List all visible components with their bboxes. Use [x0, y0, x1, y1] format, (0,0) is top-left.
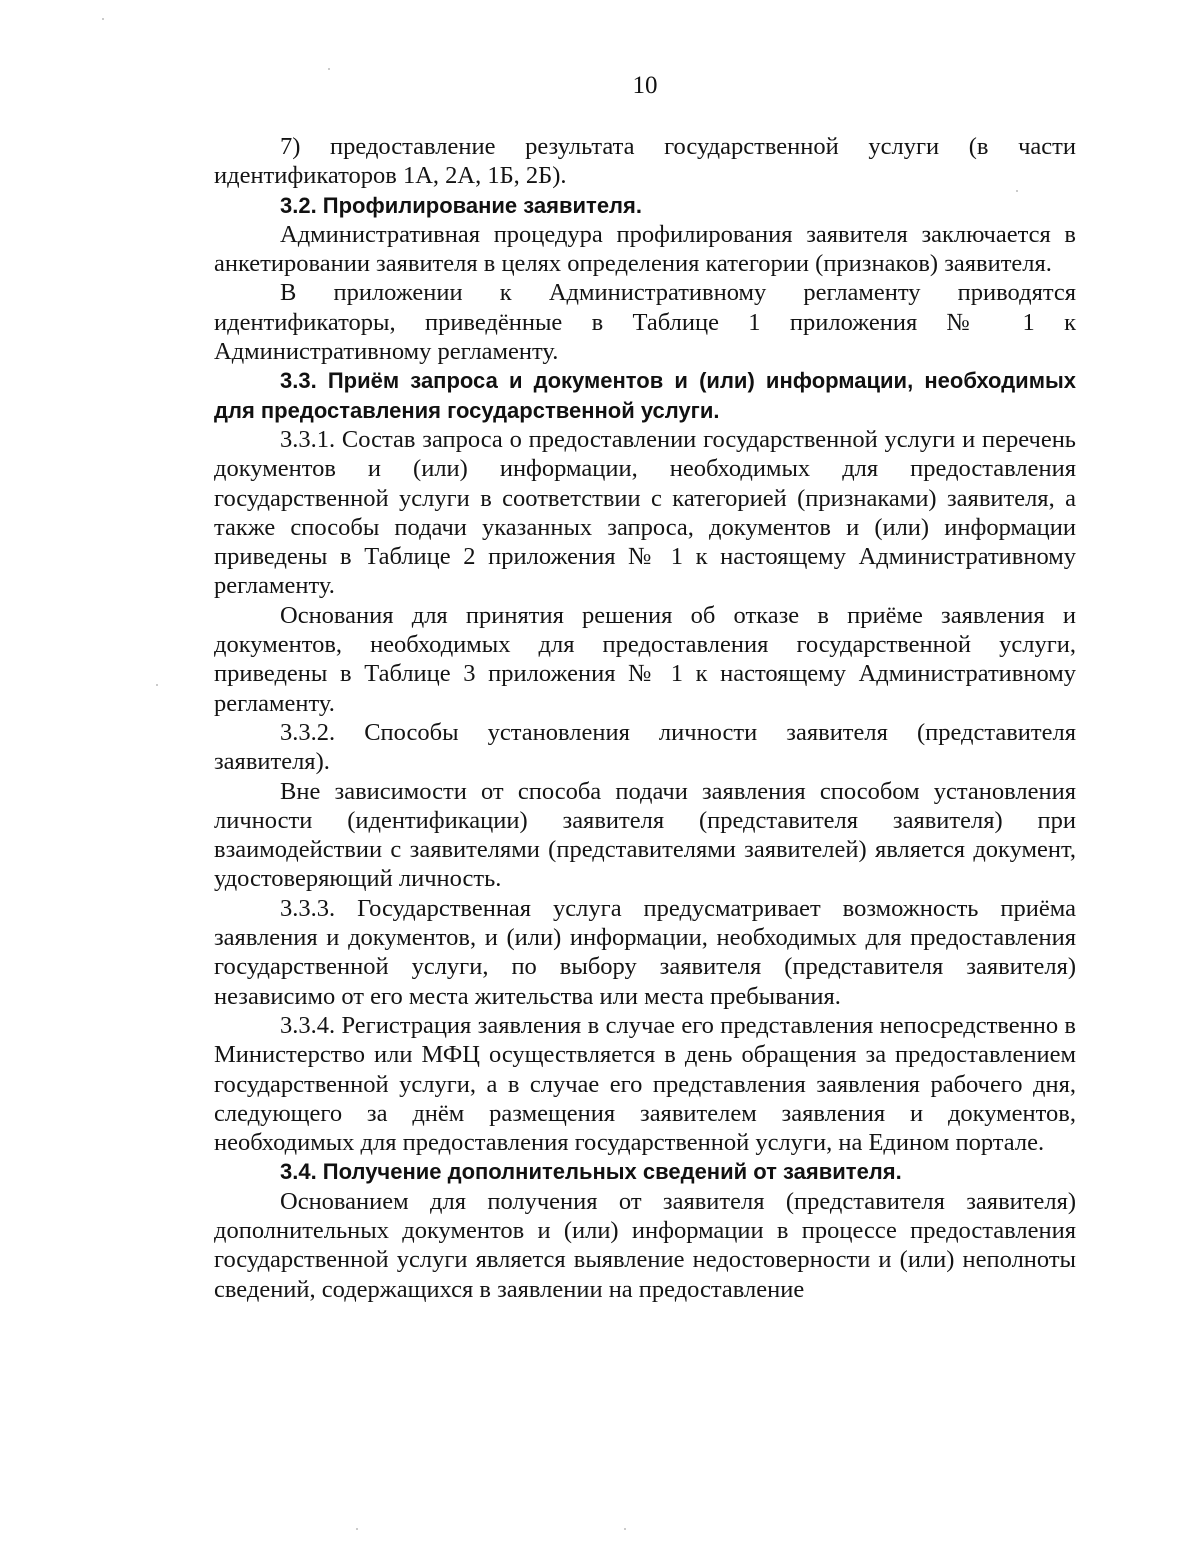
section-heading: 3.2. Профилирование заявителя.: [280, 192, 642, 218]
page-number: 10: [632, 72, 658, 99]
paragraph: 3.3.4. Регистрация заявления в случае его представления непосредственно в Министерство или МФЦ осуществляется в день обращения за предоставлением государственной услуги, а в случае его представления заявления рабочего дня, следующего за днём размещения заявителем заявления и документов, необходимых для предоставления государственной услуги, на Едином портале.: [214, 1011, 1076, 1157]
scan-speck: [328, 68, 330, 70]
paragraph: Вне зависимости от способа подачи заявления способом установления личности (идентификации) заявителя (представителя заявителя) при взаимодействии с заявителями (представителями заявителей) является документ, удостоверяющий личность.: [214, 777, 1076, 893]
paragraph: Основания для принятия решения об отказе в приёме заявления и документов, необходимых для предоставления государственной услуги, приведены в Таблице 3 приложения № 1 к настоящему Административному регламенту.: [214, 601, 1076, 717]
scan-speck: [624, 1528, 626, 1530]
paragraph: 3.3.3. Государственная услуга предусматривает возможность приёма заявления и документов, и (или) информации, необходимых для предоставления государственной услуги, по выбору заявителя (представителя заявителя) независимо от его места жительства или места пребывания.: [214, 894, 1076, 1010]
section-heading: 3.3. Приём запроса и документов и (или) информации, необходимых для предоставления государственной услуги.: [214, 368, 1076, 423]
paragraph: 7) предоставление результата государственной услуги (в части идентификаторов 1А, 2А, 1Б, 2Б).: [214, 133, 1076, 190]
paragraph: Основанием для получения от заявителя (представителя заявителя) дополнительных документов и (или) информации в процессе предоставления государственной услуги является выявление недостоверности и (или) неполноты сведений, содержащихся в заявлении на предоставление: [214, 1187, 1076, 1303]
paragraph: 3.3.2. Способы установления личности заявителя (представителя заявителя).: [214, 718, 1076, 776]
section-heading: 3.4. Получение дополнительных сведений от заявителя.: [280, 1159, 902, 1185]
scan-speck: [156, 684, 158, 686]
scan-speck: [1016, 190, 1018, 192]
paragraph: В приложении к Административному регламенту приводятся идентификаторы, приведённые в Таблице 1 приложения № 1 к Административному регламенту.: [214, 279, 1076, 366]
scan-speck: [356, 1528, 358, 1530]
document-body: [214, 132, 1076, 1304]
paragraph: 3.3.1. Состав запроса о предоставлении государственной услуги и перечень документов и (или) информации, необходимых для предоставления государственной услуги в соответствии с категорией (признаками) заявителя, а также способы подачи указанных запроса, документов и (или) информации приведены в Таблице 2 приложения № 1 к настоящему Административному регламенту.: [214, 425, 1076, 600]
paragraph: Административная процедура профилирования заявителя заключается в анкетировании заявителя в целях определения категории (признаков) заявителя.: [214, 220, 1076, 278]
scan-speck: [102, 18, 104, 20]
